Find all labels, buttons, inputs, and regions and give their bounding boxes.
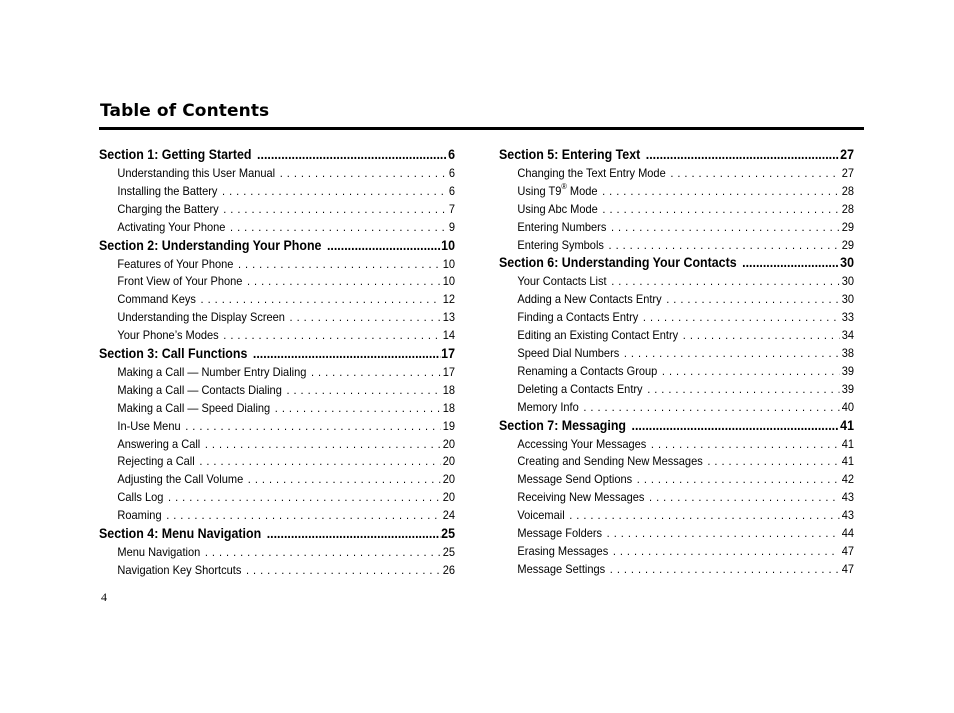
dot-leader bbox=[609, 238, 839, 252]
dot-leader bbox=[222, 184, 446, 198]
dot-leader bbox=[670, 166, 839, 180]
dot-leader bbox=[327, 238, 440, 253]
toc-entry-page-number: 6 bbox=[448, 147, 456, 162]
dot-leader bbox=[611, 274, 839, 288]
toc-entry-label-text: Changing the Text Entry Mode bbox=[517, 166, 666, 180]
toc-section-entry[interactable] bbox=[99, 238, 455, 257]
toc-entry-label bbox=[117, 454, 199, 468]
toc-item-entry[interactable] bbox=[99, 437, 455, 455]
toc-entry-page-number: 14 bbox=[442, 328, 456, 343]
toc-entry-label-text: Roaming bbox=[117, 508, 162, 523]
dot-leader bbox=[280, 166, 446, 180]
toc-entry-label bbox=[117, 220, 230, 234]
toc-entry-label-text: Message Settings bbox=[517, 561, 606, 576]
toc-item-entry[interactable] bbox=[499, 437, 854, 455]
toc-entry-label bbox=[117, 365, 311, 379]
toc-item-entry[interactable] bbox=[499, 328, 854, 346]
toc-entry-page-number: 17 bbox=[442, 365, 456, 380]
dot-leader bbox=[246, 563, 440, 577]
dot-leader bbox=[666, 292, 839, 306]
toc-entry-page-number: 20 bbox=[442, 436, 456, 451]
toc-entry-label-text: In-Use Menu bbox=[117, 418, 181, 433]
toc-entry-label-text: Section 5: Entering Text bbox=[499, 147, 641, 162]
toc-entry-label-text: Understanding the Display Screen bbox=[117, 310, 285, 325]
toc-entry-page-number: 43 bbox=[841, 490, 855, 505]
toc-entry-page-number: 44 bbox=[841, 526, 855, 541]
toc-item-entry[interactable] bbox=[499, 544, 854, 562]
toc-entry-label-text: Creating and Sending New Messages bbox=[517, 454, 703, 469]
toc-item-entry[interactable] bbox=[99, 490, 455, 508]
toc-entry-label-text: Using Abc Mode bbox=[517, 201, 598, 216]
dot-leader bbox=[185, 419, 440, 433]
toc-entry-label-text: Navigation Key Shortcuts bbox=[117, 562, 242, 577]
toc-entry-label-text: Message Folders bbox=[517, 526, 603, 541]
toc-section-entry[interactable] bbox=[499, 418, 854, 437]
toc-entry-label-text: Entering Symbols bbox=[517, 237, 604, 252]
toc-entry-page-number: 12 bbox=[442, 292, 456, 307]
toc-item-entry[interactable] bbox=[99, 274, 455, 292]
toc-entry-label-text: Editing an Existing Contact Entry bbox=[517, 328, 679, 343]
toc-entry-page-number: 29 bbox=[841, 219, 855, 234]
dot-leader bbox=[632, 418, 840, 433]
toc-entry-page-number: 13 bbox=[442, 310, 456, 325]
toc-entry-page-number: 39 bbox=[841, 363, 855, 378]
toc-left-column bbox=[99, 147, 455, 581]
toc-entry-page-number: 6 bbox=[448, 183, 456, 198]
toc-item-entry[interactable] bbox=[99, 257, 455, 275]
dot-leader bbox=[583, 400, 839, 414]
toc-right-column bbox=[499, 147, 854, 580]
toc-entry-label bbox=[117, 166, 279, 180]
dot-leader bbox=[205, 545, 440, 559]
dot-leader bbox=[683, 328, 839, 342]
toc-entry-label bbox=[517, 202, 602, 216]
toc-entry-label-suffix: Mode bbox=[566, 183, 598, 198]
toc-entry-label bbox=[499, 147, 646, 162]
toc-entry-label-text: Erasing Messages bbox=[517, 543, 609, 558]
toc-entry-label-text: Section 1: Getting Started bbox=[99, 147, 252, 162]
toc-entry-label-text: Entering Numbers bbox=[517, 219, 607, 234]
dot-leader bbox=[253, 346, 440, 361]
toc-item-entry[interactable] bbox=[499, 454, 854, 472]
toc-item-entry[interactable] bbox=[499, 364, 854, 382]
toc-item-entry[interactable] bbox=[499, 274, 854, 292]
toc-entry-page-number: 17 bbox=[441, 346, 456, 362]
toc-entry-label bbox=[117, 472, 247, 486]
toc-item-entry[interactable] bbox=[499, 508, 854, 526]
toc-entry-page-number: 47 bbox=[841, 561, 855, 576]
dot-leader bbox=[624, 346, 839, 360]
toc-item-entry[interactable] bbox=[499, 202, 854, 220]
toc-entry-label bbox=[117, 310, 289, 324]
toc-entry-page-number: 27 bbox=[840, 147, 855, 162]
dot-leader bbox=[569, 508, 839, 522]
toc-entry-page-number: 10 bbox=[442, 274, 456, 289]
toc-section-entry[interactable] bbox=[499, 255, 854, 274]
dot-leader bbox=[707, 454, 839, 468]
toc-entry-label bbox=[99, 526, 267, 541]
toc-entry-label bbox=[117, 545, 204, 559]
toc-entry-label bbox=[499, 255, 742, 270]
toc-entry-page-number: 41 bbox=[841, 436, 855, 451]
toc-entry-label bbox=[117, 184, 222, 198]
dot-leader bbox=[257, 147, 447, 162]
toc-entry-page-number: 24 bbox=[442, 508, 456, 523]
toc-entry-label bbox=[117, 292, 200, 306]
toc-entry-label-text: Memory Info bbox=[517, 399, 579, 414]
toc-entry-page-number: 40 bbox=[841, 399, 855, 414]
toc-entry-page-number: 41 bbox=[840, 417, 855, 433]
dot-leader bbox=[646, 147, 839, 162]
toc-entry-label-text: Section 3: Call Functions bbox=[99, 346, 248, 362]
toc-entry-label bbox=[517, 544, 612, 558]
toc-item-entry[interactable] bbox=[99, 292, 455, 310]
toc-entry-label bbox=[517, 346, 623, 360]
toc-entry-label bbox=[517, 238, 608, 252]
toc-entry-label-text: Finding a Contacts Entry bbox=[517, 310, 639, 325]
toc-entry-page-number: 41 bbox=[841, 454, 855, 469]
toc-entry-label bbox=[117, 202, 223, 216]
dot-leader bbox=[643, 310, 839, 324]
dot-leader bbox=[602, 184, 839, 198]
dot-leader bbox=[223, 202, 446, 216]
toc-item-entry[interactable] bbox=[99, 220, 455, 238]
toc-entry-label bbox=[117, 563, 246, 577]
toc-entry-page-number: 33 bbox=[841, 310, 855, 325]
toc-item-entry[interactable] bbox=[99, 545, 455, 563]
toc-entry-label-text: Section 2: Understanding Your Phone bbox=[99, 237, 322, 253]
toc-entry-page-number: 25 bbox=[442, 545, 456, 560]
toc-item-entry[interactable] bbox=[99, 401, 455, 419]
toc-entry-page-number: 20 bbox=[442, 454, 456, 469]
dot-leader bbox=[647, 382, 839, 396]
dot-leader bbox=[248, 472, 440, 486]
toc-entry-page-number: 27 bbox=[841, 166, 855, 180]
toc-entry-label bbox=[517, 437, 650, 451]
toc-entry-label bbox=[517, 490, 649, 504]
toc-item-entry[interactable] bbox=[499, 400, 854, 418]
toc-entry-label-text: Voicemail bbox=[517, 508, 565, 523]
toc-entry-label bbox=[117, 437, 204, 451]
toc-entry-label bbox=[117, 419, 185, 433]
dot-leader bbox=[230, 220, 446, 234]
toc-entry-page-number: 7 bbox=[448, 201, 456, 216]
toc-entry-page-number: 19 bbox=[442, 418, 456, 433]
toc-item-entry[interactable] bbox=[499, 472, 854, 490]
toc-entry-page-number: 10 bbox=[442, 256, 456, 271]
toc-entry-label bbox=[117, 383, 286, 397]
toc-entry-label bbox=[517, 310, 642, 324]
toc-item-entry[interactable] bbox=[499, 526, 854, 544]
toc-entry-label-text: Renaming a Contacts Group bbox=[517, 363, 658, 378]
toc-item-entry[interactable] bbox=[99, 328, 455, 346]
dot-leader bbox=[275, 401, 440, 415]
toc-entry-label bbox=[517, 220, 611, 234]
toc-entry-label bbox=[517, 454, 707, 468]
dot-leader bbox=[290, 310, 440, 324]
dot-leader bbox=[651, 437, 839, 451]
toc-item-entry[interactable] bbox=[499, 220, 854, 238]
toc-entry-page-number: 20 bbox=[442, 472, 456, 487]
toc-entry-label-text: Command Keys bbox=[117, 292, 196, 307]
toc-item-entry[interactable] bbox=[499, 310, 854, 328]
toc-entry-page-number: 6 bbox=[448, 166, 456, 180]
toc-entry-label bbox=[517, 328, 682, 342]
toc-item-entry[interactable] bbox=[499, 292, 854, 310]
toc-entry-label-text: Understanding this User Manual bbox=[117, 166, 276, 180]
toc-item-entry[interactable] bbox=[99, 202, 455, 220]
toc-entry-label bbox=[99, 147, 257, 162]
toc-entry-label-text: Deleting a Contacts Entry bbox=[517, 381, 643, 396]
dot-leader bbox=[168, 490, 440, 504]
dot-leader bbox=[662, 364, 839, 378]
toc-item-entry[interactable] bbox=[99, 184, 455, 202]
toc-entry-label bbox=[517, 472, 636, 486]
dot-leader bbox=[205, 437, 440, 451]
toc-entry-page-number: 28 bbox=[841, 183, 855, 198]
toc-item-entry[interactable] bbox=[99, 310, 455, 328]
toc-entry-label-text: Your Contacts List bbox=[517, 274, 607, 289]
toc-section-entry[interactable] bbox=[99, 526, 455, 545]
dot-leader bbox=[223, 328, 440, 342]
toc-entry-label-text: Section 7: Messaging bbox=[499, 417, 627, 433]
toc-section-entry[interactable] bbox=[499, 147, 854, 166]
dot-leader bbox=[613, 544, 839, 558]
toc-item-entry[interactable] bbox=[499, 346, 854, 364]
dot-leader bbox=[201, 292, 440, 306]
toc-entry-label bbox=[99, 238, 327, 253]
toc-entry-label bbox=[517, 526, 606, 540]
toc-entry-label bbox=[517, 400, 583, 414]
toc-entry-page-number: 47 bbox=[841, 543, 855, 558]
toc-entry-label bbox=[117, 490, 168, 504]
toc-entry-label-text: Receiving New Messages bbox=[517, 490, 645, 505]
toc-entry-page-number: 20 bbox=[442, 490, 456, 505]
page-title: Table of Contents bbox=[100, 101, 270, 121]
toc-entry-label bbox=[517, 382, 647, 396]
toc-entry-label-text: Adding a New Contacts Entry bbox=[517, 292, 662, 307]
dot-leader bbox=[247, 274, 440, 288]
toc-entry-label-text: Section 6: Understanding Your Contacts bbox=[499, 255, 737, 271]
toc-item-entry[interactable] bbox=[499, 238, 854, 256]
toc-item-entry[interactable] bbox=[99, 454, 455, 472]
toc-entry-label bbox=[517, 166, 670, 180]
toc-item-entry[interactable] bbox=[99, 508, 455, 526]
toc-entry-page-number: 30 bbox=[841, 274, 855, 289]
toc-item-entry[interactable] bbox=[499, 382, 854, 400]
toc-entry-label bbox=[117, 257, 238, 271]
toc-entry-page-number: 30 bbox=[840, 255, 855, 271]
dot-leader bbox=[602, 202, 839, 216]
toc-entry-label-text: Using T9 bbox=[517, 183, 562, 198]
toc-entry-page-number: 39 bbox=[841, 381, 855, 396]
toc-item-entry[interactable] bbox=[99, 419, 455, 437]
toc-entry-label-text: Menu Navigation bbox=[117, 545, 201, 560]
dot-leader bbox=[199, 454, 440, 468]
toc-entry-label bbox=[517, 292, 666, 306]
toc-entry-label bbox=[499, 418, 632, 433]
toc-entry-label-text: Section 4: Menu Navigation bbox=[99, 526, 262, 542]
toc-item-entry[interactable] bbox=[99, 383, 455, 401]
toc-entry-label-text: Making a Call — Number Entry Dialing bbox=[117, 365, 307, 380]
toc-entry-label-text: Calls Log bbox=[117, 490, 164, 505]
toc-entry-label-text: Front View of Your Phone bbox=[117, 274, 243, 289]
toc-entry-label-text: Rejecting a Call bbox=[117, 454, 195, 469]
dot-leader bbox=[238, 257, 440, 271]
toc-entry-label bbox=[517, 562, 609, 576]
toc-item-entry[interactable] bbox=[499, 490, 854, 508]
toc-item-entry[interactable] bbox=[499, 166, 854, 184]
registered-mark: ® bbox=[561, 181, 567, 191]
toc-entry-label bbox=[117, 328, 223, 342]
toc-entry-label bbox=[117, 508, 166, 522]
title-rule bbox=[99, 127, 864, 130]
dot-leader bbox=[649, 490, 839, 504]
toc-entry-page-number: 28 bbox=[841, 201, 855, 216]
toc-entry-label-text: Adjusting the Call Volume bbox=[117, 472, 244, 487]
toc-entry-page-number: 18 bbox=[442, 400, 456, 415]
toc-item-entry[interactable] bbox=[499, 562, 854, 580]
toc-entry-page-number: 9 bbox=[448, 219, 456, 234]
toc-entry-label-text: Message Send Options bbox=[517, 472, 633, 487]
page-number: 4 bbox=[101, 590, 107, 604]
dot-leader bbox=[267, 526, 441, 541]
toc-entry-page-number: 29 bbox=[841, 237, 855, 252]
dot-leader bbox=[611, 220, 839, 234]
toc-entry-label-text: Accessing Your Messages bbox=[517, 436, 647, 451]
toc-entry-label-text: Charging the Battery bbox=[117, 201, 219, 216]
toc-entry-page-number: 42 bbox=[841, 472, 855, 487]
toc-item-entry[interactable] bbox=[99, 166, 455, 184]
toc-entry-label bbox=[517, 508, 569, 522]
toc-entry-label bbox=[517, 181, 602, 198]
toc-entry-label-text: Speed Dial Numbers bbox=[517, 346, 620, 361]
dot-leader bbox=[311, 365, 440, 379]
dot-leader bbox=[637, 472, 839, 486]
toc-entry-label-text: Activating Your Phone bbox=[117, 219, 226, 234]
toc-entry-page-number: 34 bbox=[841, 328, 855, 343]
dot-leader bbox=[166, 508, 440, 522]
dot-leader bbox=[610, 562, 839, 576]
toc-entry-label bbox=[517, 364, 662, 378]
toc-item-entry[interactable] bbox=[99, 365, 455, 383]
dot-leader bbox=[607, 526, 839, 540]
toc-entry-label-text: Features of Your Phone bbox=[117, 256, 234, 271]
toc-entry-page-number: 38 bbox=[841, 346, 855, 361]
toc-entry-label bbox=[117, 274, 247, 288]
toc-entry-page-number: 43 bbox=[841, 508, 855, 523]
toc-entry-page-number: 30 bbox=[841, 292, 855, 307]
toc-entry-label-text: Making a Call — Contacts Dialing bbox=[117, 382, 282, 397]
toc-entry-page-number: 10 bbox=[441, 237, 456, 253]
toc-item-entry[interactable] bbox=[99, 472, 455, 490]
toc-entry-label bbox=[99, 346, 253, 361]
toc-entry-label-text: Making a Call — Speed Dialing bbox=[117, 400, 271, 415]
dot-leader bbox=[742, 255, 839, 270]
toc-entry-page-number: 25 bbox=[441, 526, 456, 542]
toc-entry-page-number: 18 bbox=[442, 382, 456, 397]
toc-section-entry[interactable] bbox=[99, 147, 455, 166]
toc-entry-label bbox=[517, 274, 611, 288]
toc-entry-label-text: Your Phone’s Modes bbox=[117, 328, 219, 343]
toc-item-entry[interactable] bbox=[99, 563, 455, 581]
toc-entry-page-number: 26 bbox=[442, 562, 456, 577]
toc-entry-label-text: Answering a Call bbox=[117, 436, 201, 451]
toc-section-entry[interactable] bbox=[99, 346, 455, 365]
toc-entry-label-text: Installing the Battery bbox=[117, 183, 218, 198]
toc-item-entry[interactable] bbox=[499, 181, 855, 202]
toc-entry-label bbox=[117, 401, 274, 415]
dot-leader bbox=[286, 383, 440, 397]
